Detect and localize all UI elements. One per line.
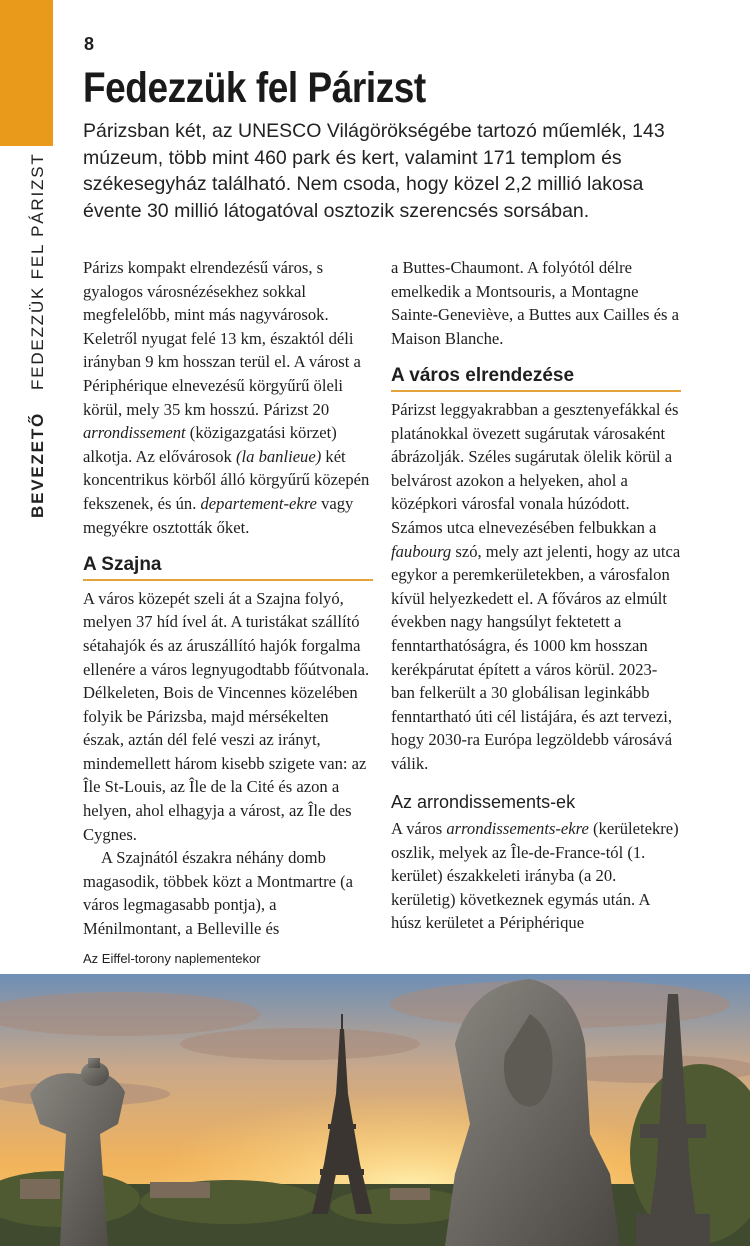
- right-column: [391, 256, 681, 935]
- section-heading-seine: A Szajna: [83, 553, 373, 581]
- page-number: 8: [84, 34, 95, 54]
- chapter-label: BEVEZETŐ: [28, 411, 47, 518]
- photo-caption: Az Eiffel-torony naplementekor: [83, 951, 261, 966]
- running-header-vertical: [28, 152, 48, 518]
- overview-paragraph: Párizs kompakt elrendezésű város, s gyalogos városnézésekhez sokkal megfelelőbb, mint más nagyvárosok. Keletről nyugat felé 13 km, északtól déli irányban 9 km hosszan terül el. A várost a Périphérique elnevezésű körgyűrű öleli körül, mely 35 km hosszú. Párizst 20 arrondissement (közigazgatási körzet) alkotja. Az elővárosok (la banlieue) két koncentrikus körből álló körgyűrű közepén fekszenek, és ún. departement-ekre vagy megyékre osztották őket.: [83, 258, 370, 537]
- eiffel-sunset-photo: [0, 974, 750, 1246]
- hills-continued-paragraph: a Buttes-Chaumont. A folyótól délre emelkedik a Montsouris, a Montagne Sainte-Geneviève, a Buttes aux Cailles és a Maison Blanche.: [391, 258, 679, 348]
- hills-paragraph: A Szajnától északra néhány domb magasodik, többek közt a Montmartre (a város legmagasabb pontja), a Ménilmontant, a Belleville és: [83, 848, 354, 939]
- page-title: Fedezzük fel Párizst: [83, 64, 426, 112]
- section-label: FEDEZZÜK FEL PÁRIZST: [28, 152, 47, 390]
- section-heading-city-layout: A város elrendezése: [391, 364, 681, 392]
- seine-paragraph: A város közepét szeli át a Szajna folyó, melyen 37 híd ível át. A turistákat szállító sétahajók és az áruszállító hajók forgalma ellenére a város legnyugodtabb főútvonala. Délkeleten, Bois de Vincennes közelében folyik be Párizsba, majd mérsékelten észak, aztán dél felé veszi az irányt, mindemellett három kisebb szigete van: az Île St-Louis, az Île de la Cité és azon a helyen, ahol elhagyja a várost, az Île des Cygnes.: [83, 588, 370, 844]
- chapter-color-tab: [0, 0, 53, 146]
- city-layout-paragraph: Párizst leggyakrabban a gesztenyefákkal és platánokkal övezett sugárutak városaként ábrázolják. Széles sugárutak ölelik körül a belvárost azokon a helyeken, ahol a középkori városfal vonala húzódott. Számos utca elnevezésében felbukkan a faubourg szó, mely azt jelenti, hogy az utca egykor a peremkerületekben, a városfalon kívül helyezkedett el. A főváros az elmúlt években nagy hangsúlyt fektetett a fenntarthatóságra, és 1000 km hosszan kerékpárutat épített a város körül. 2023-ban felkerült a 30 globálisan leginkább fenntartható úti cél listájára, és azt tervezi, hogy 2030-ra Európa legzöldebb városává válik.: [391, 399, 681, 773]
- intro-paragraph: Párizsban két, az UNESCO Világörökségébe tartozó műemlék, 143 múzeum, több mint 460 park és kert, valamint 171 templom és székesegyház található. Nem csoda, hogy közel 2,2 millió lakosa évente 30 millió látogatóval osztozik szerencsés sorsában.: [83, 120, 665, 222]
- arrondissements-paragraph: A város arrondissements-ekre (kerületekre) oszlik, melyek az Île-de-France-tól (1. kerület) északkeleti irányba (a 20. kerületig) következnek egymás után. A húsz kerületet a Périphérique: [391, 819, 679, 933]
- subheading-arrondissements: Az arrondissements-ek: [391, 792, 576, 813]
- left-column: [83, 256, 373, 941]
